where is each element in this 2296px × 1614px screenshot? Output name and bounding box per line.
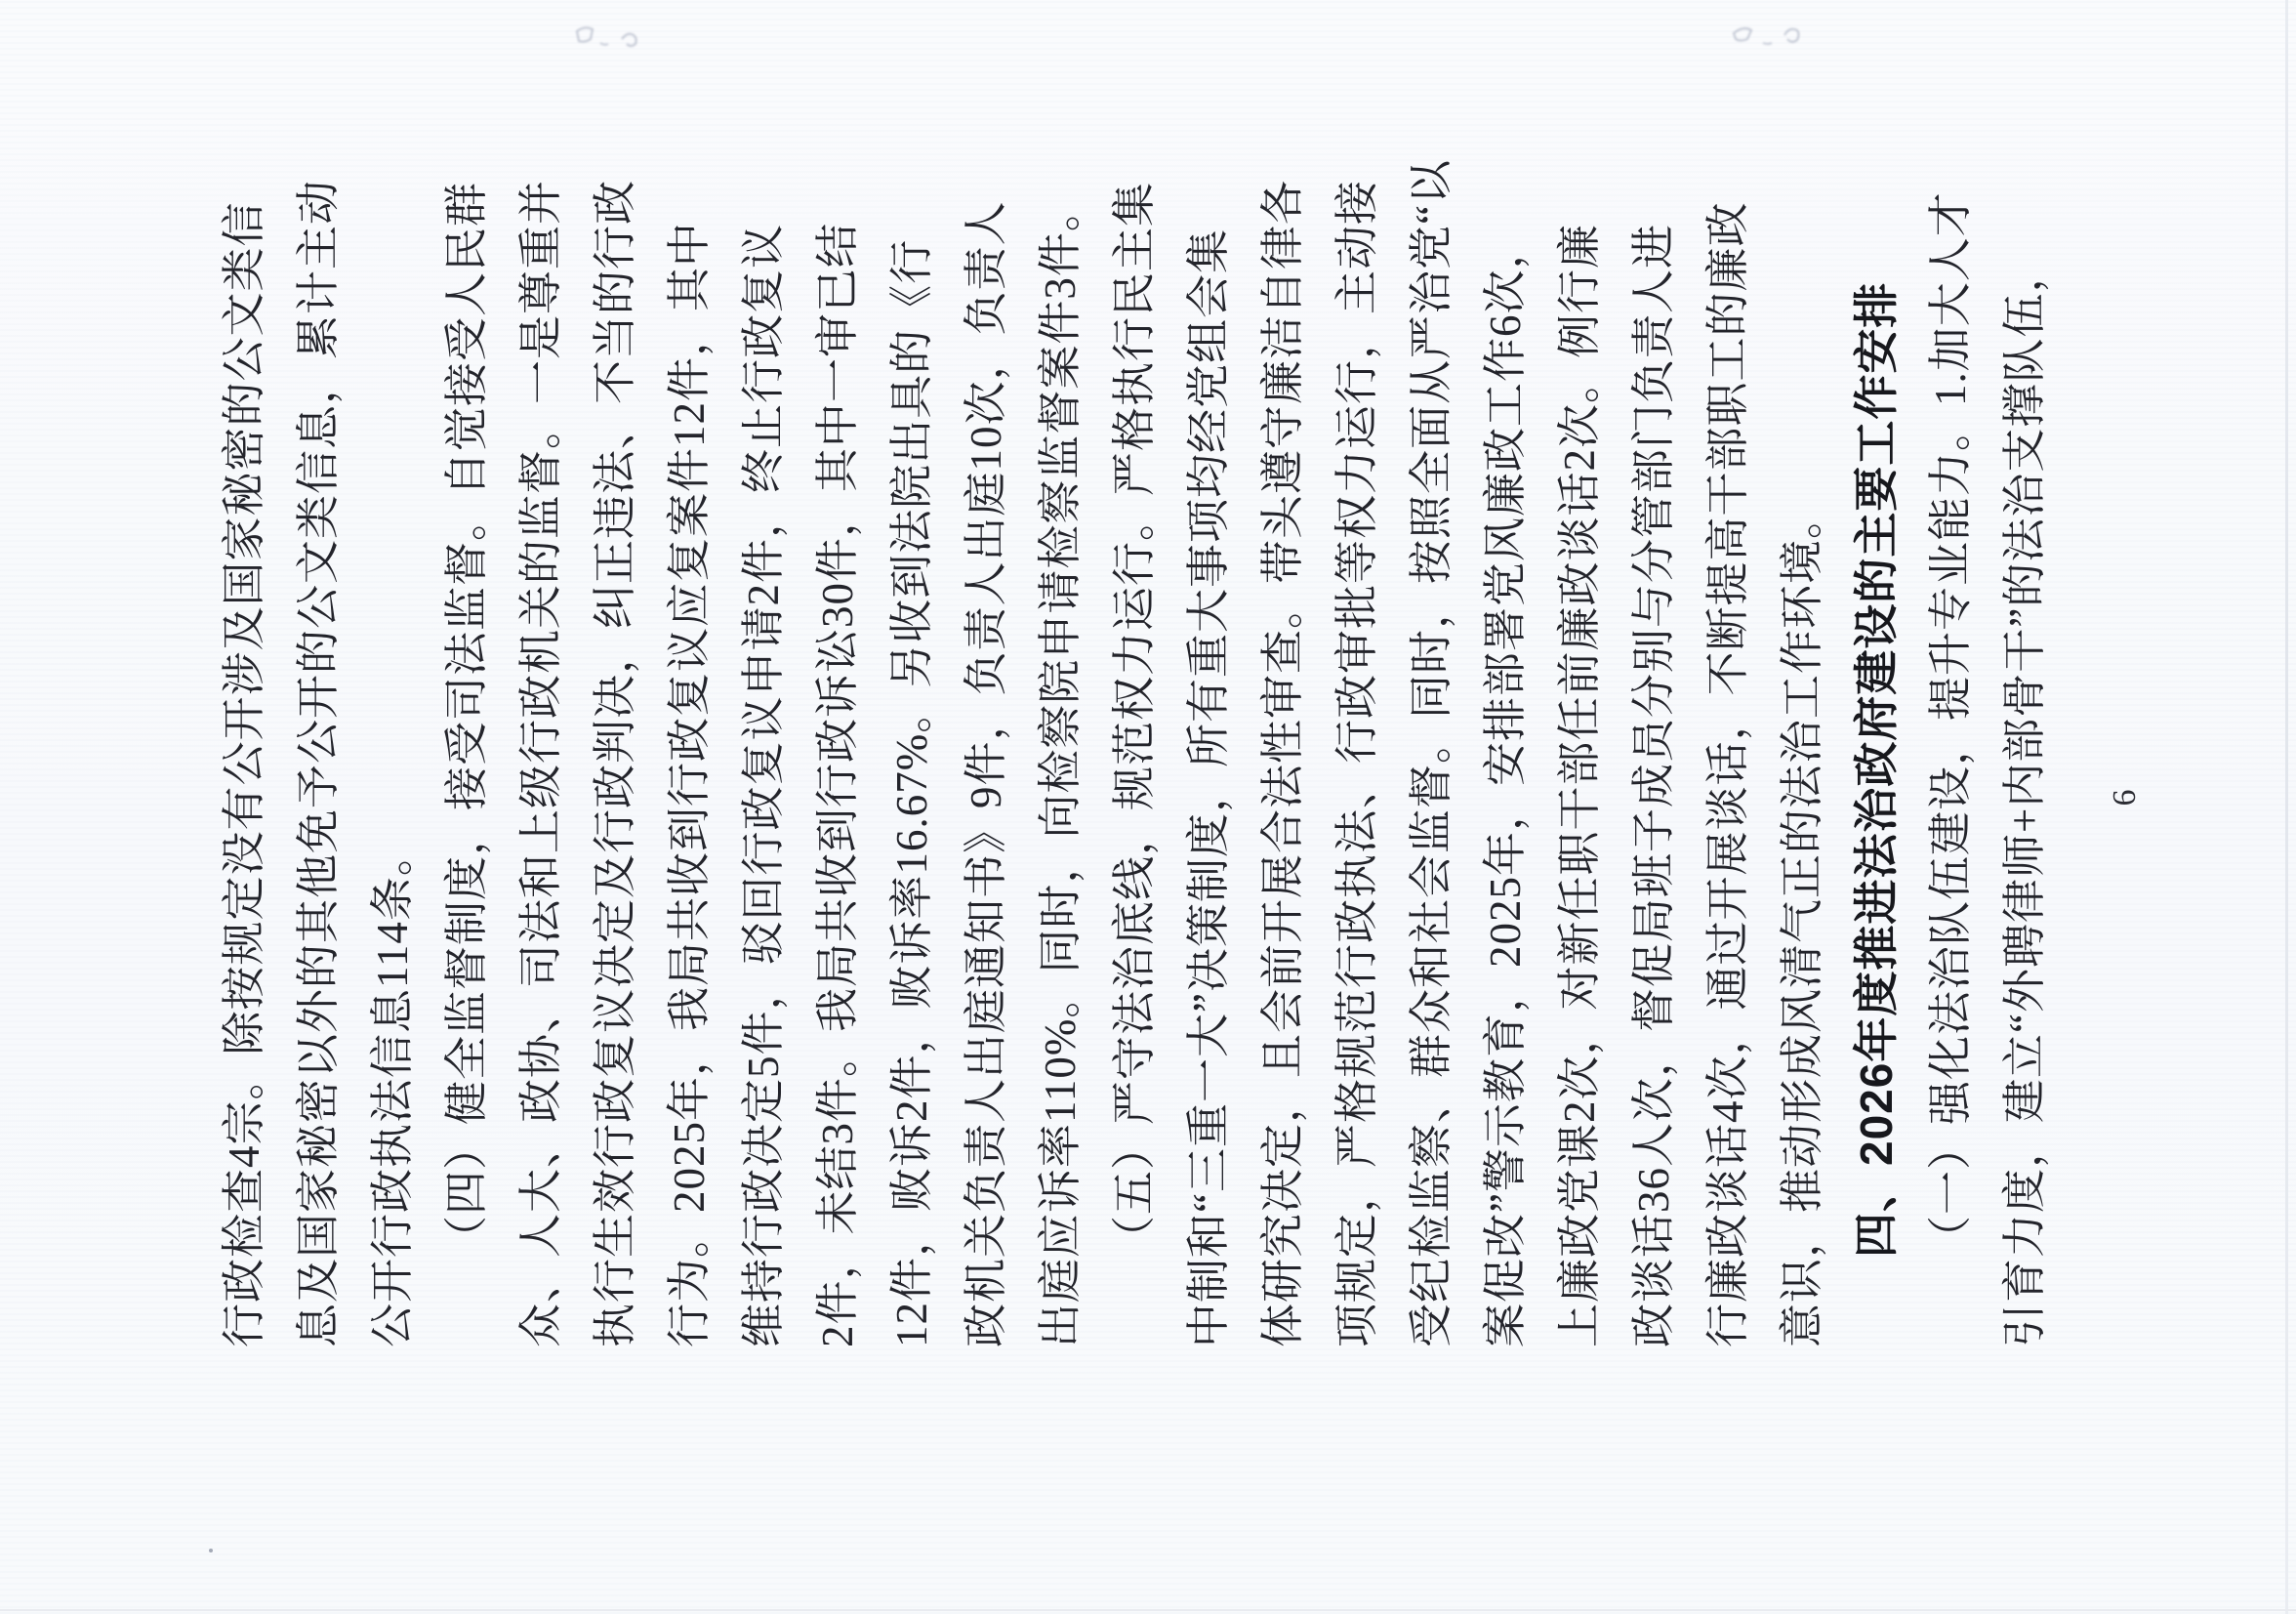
text-line: （五）严守法治底线，规范权力运行。严格执行民主集 bbox=[1110, 181, 1159, 1260]
text-line: 息及国家秘密以外的其他免予公开的公文类信息，累计主动 bbox=[294, 179, 343, 1347]
text-line: 公开行政执法信息114条。 bbox=[368, 831, 417, 1347]
scan-speck bbox=[209, 1549, 213, 1552]
text-line: 政谈话36人次，督促局班子成员分别与分管部门负责人进 bbox=[1629, 223, 1678, 1347]
text-line: 案促改”警示教育，2025年，安排部署党风廉政工作6次， bbox=[1481, 224, 1530, 1347]
text-line: 意识，推动形成风清气正的法治工作环境。 bbox=[1778, 493, 1826, 1347]
text-line: 上廉政党课2次，对新任职干部任前廉政谈话2次。例行廉 bbox=[1555, 223, 1604, 1347]
text-line: 政机关负责人出庭通知书》9件，负责人出庭10次，负责人 bbox=[962, 200, 1010, 1347]
text-line: 执行生效行政复议决定及行政判决，纠正违法、不当的行政 bbox=[591, 179, 639, 1347]
text-line: 行政检查4宗。除按规定没有公开涉及国家秘密的公文类信 bbox=[220, 201, 268, 1347]
text-line: 众、人大、政协、司法和上级行政机关的监督。一是尊重并 bbox=[516, 179, 565, 1347]
scan-edge-shadow-bottom bbox=[0, 1609, 2296, 1611]
text-line: 体研究决定，且会前开展合法性审查。带头遵守廉洁自律各 bbox=[1258, 179, 1307, 1347]
document-text-block bbox=[207, 159, 2062, 1347]
text-line: （一）强化法治队伍建设，提升专业能力。1.加大人才 bbox=[1926, 191, 1975, 1260]
text-line: 中制和“三重一大”决策制度，所有重大事项均经党组会集 bbox=[1184, 228, 1233, 1347]
text-line: 行廉政谈话4次，通过开展谈话，不断提高干部职工的廉政 bbox=[1703, 201, 1752, 1347]
text-line: 行为。2025年，我局共收到行政复议应复案件12件，其中 bbox=[665, 221, 714, 1347]
page-number: 6 bbox=[2107, 789, 2143, 807]
scan-edge-shadow-right bbox=[2285, 0, 2288, 1614]
heading-line: 四、2026年度推进法治政府建设的主要工作安排 bbox=[1851, 281, 1902, 1258]
text-line: 引育力度，建立“外聘律师+内部骨干”的法治支撑队伍， bbox=[2000, 247, 2049, 1347]
scan-smudge-mark bbox=[1730, 20, 1827, 59]
text-line: 2件，未结3件。我局共收到行政诉讼30件，其中一审已结 bbox=[813, 222, 862, 1347]
text-line: 项规定，严格规范行政执法、行政审批等权力运行，主动接 bbox=[1332, 179, 1381, 1347]
text-line: 出庭应诉率110%。同时，向检察院申请检察监督案件3件。 bbox=[1036, 186, 1085, 1347]
text-line: 受纪检监察、群众和社会监督。同时，按照全面从严治党“以 bbox=[1407, 159, 1456, 1347]
text-line: 12件，败诉2件，败诉率16.67%。另收到法院出具的《行 bbox=[887, 238, 936, 1347]
scan-smudge-mark bbox=[571, 21, 669, 61]
text-line: 维持行政决定5件，驳回行政复议申请2件，终止行政复议 bbox=[739, 223, 788, 1347]
text-line: （四）健全监督制度，接受司法监督。自觉接受人民群 bbox=[442, 181, 491, 1260]
